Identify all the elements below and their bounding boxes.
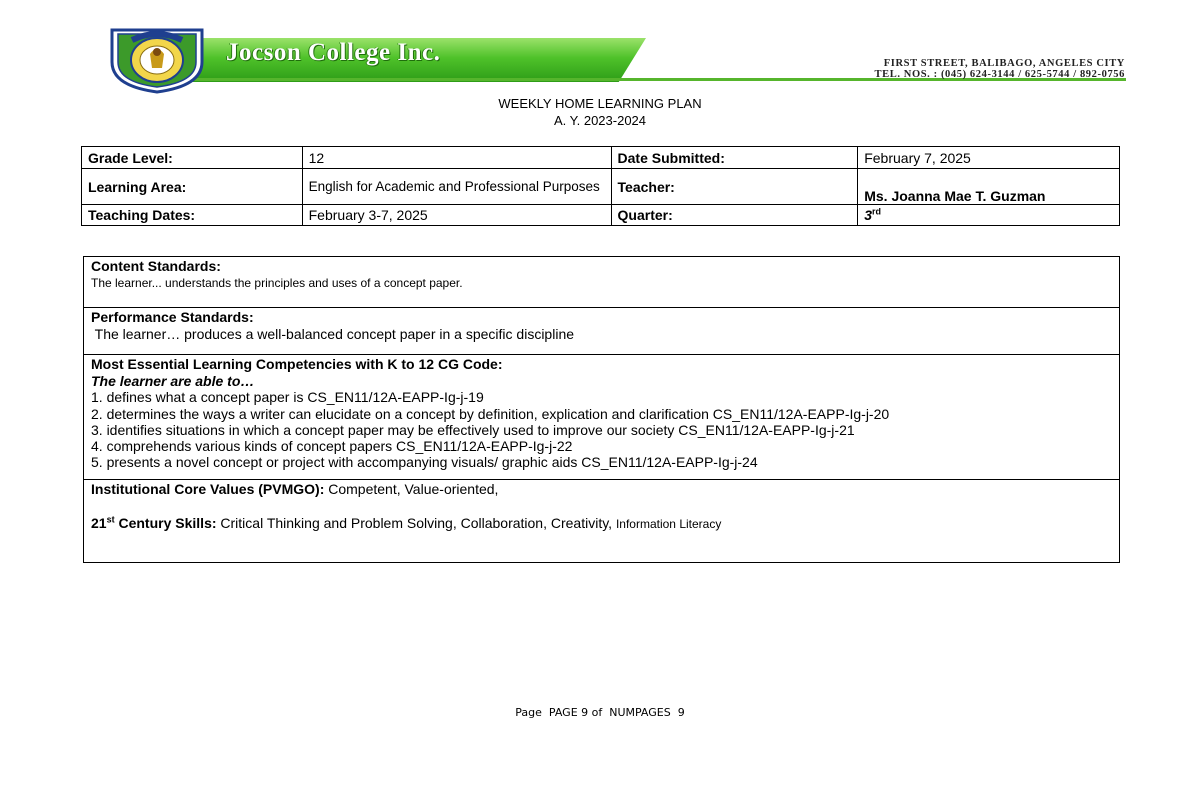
teaching-dates-label: Teaching Dates: <box>82 205 303 226</box>
melc-label: Most Essential Learning Competencies with K to 12 CG Code: <box>91 356 503 372</box>
content-standards-label: Content Standards: <box>91 258 221 274</box>
college-name: Jocson College Inc. <box>226 39 441 66</box>
century-skills-num: 21 <box>91 515 107 532</box>
teaching-dates-value: February 3-7, 2025 <box>302 205 611 226</box>
date-submitted-value: February 7, 2025 <box>858 147 1120 169</box>
grade-level-label: Grade Level: <box>82 147 303 169</box>
grade-level-value: 12 <box>302 147 611 169</box>
address-line-1: FIRST STREET, BALIBAGO, ANGELES CITY <box>883 58 1125 69</box>
content-standards-cell <box>84 257 1120 308</box>
quarter-value <box>858 205 1120 226</box>
performance-standards-cell <box>84 308 1120 355</box>
document-title: WEEKLY HOME LEARNING PLAN <box>498 96 702 111</box>
content-standards-text: The learner... understands the principles and uses of a concept paper. <box>91 276 463 290</box>
plan-info-table <box>81 146 1120 226</box>
core-values-text: Competent, Value-oriented, <box>324 481 499 497</box>
learning-area-value: English for Academic and Professional Purposes <box>302 169 611 205</box>
info-row-3 <box>82 205 1120 226</box>
performance-standards-text: The learner… produces a well-balanced concept paper in a specific discipline <box>91 326 575 342</box>
century-skills-sup: st <box>106 514 115 525</box>
century-skills-text-small: Information Literacy <box>615 517 722 532</box>
values-skills-row <box>84 480 1120 563</box>
date-submitted-label: Date Submitted: <box>611 147 858 169</box>
performance-standards-label: Performance Standards: <box>91 309 254 325</box>
academic-year: A. Y. 2023-2024 <box>553 113 647 128</box>
letterhead <box>100 22 1125 92</box>
century-skills-rest: Century Skills: <box>114 515 217 532</box>
quarter-label: Quarter: <box>611 205 858 226</box>
core-values <box>91 481 1112 497</box>
melc-row <box>84 355 1120 480</box>
century-skills-label <box>91 515 217 531</box>
melc-intro: The learner are able to… <box>91 373 255 389</box>
info-row-1 <box>82 147 1120 169</box>
melc-item: 1. defines what a concept paper is CS_EN11/12A-EAPP-Ig-j-19 <box>91 389 484 406</box>
century-skills <box>91 515 1112 532</box>
core-values-label: Institutional Core Values (PVMGO): <box>91 481 325 497</box>
page-footer: Page PAGE 9 of NUMPAGES 9 <box>515 706 685 719</box>
melc-cell <box>84 355 1120 480</box>
century-skills-text: Critical Thinking and Problem Solving, Collaboration, Creativity, <box>216 515 616 532</box>
standards-table <box>83 256 1120 563</box>
college-seal-icon <box>104 24 210 94</box>
address-line-2: TEL. NOS. : (045) 624-3144 / 625-5744 / 892-0756 <box>874 69 1125 80</box>
quarter-number: 3 <box>864 207 873 223</box>
performance-standards-row <box>84 308 1120 355</box>
teacher-label: Teacher: <box>611 169 858 205</box>
teacher-value: Ms. Joanna Mae T. Guzman <box>858 169 1120 205</box>
melc-item: 3. identifies situations in which a concept paper may be effectively used to improve our society CS_EN11/12A-EAPP-Ig-j-21 <box>91 421 855 438</box>
melc-item: 2. determines the ways a writer can elucidate on a concept by definition, explication and clarification CS_EN11/12A-EAPP-Ig-j-20 <box>91 405 890 422</box>
melc-item: 5. presents a novel concept or project with accompanying visuals/ graphic aids CS_EN11/12A-EAPP-Ig-j-24 <box>91 454 758 471</box>
college-address <box>875 58 1125 80</box>
learning-area-label: Learning Area: <box>82 169 303 205</box>
info-row-2 <box>82 169 1120 205</box>
document-heading <box>0 95 1200 129</box>
values-skills-cell <box>84 480 1120 563</box>
quarter-suffix: rd <box>872 206 882 217</box>
spacer <box>91 497 1112 515</box>
melc-item: 4. comprehends various kinds of concept papers CS_EN11/12A-EAPP-Ig-j-22 <box>91 438 573 455</box>
content-standards-row <box>84 257 1120 308</box>
